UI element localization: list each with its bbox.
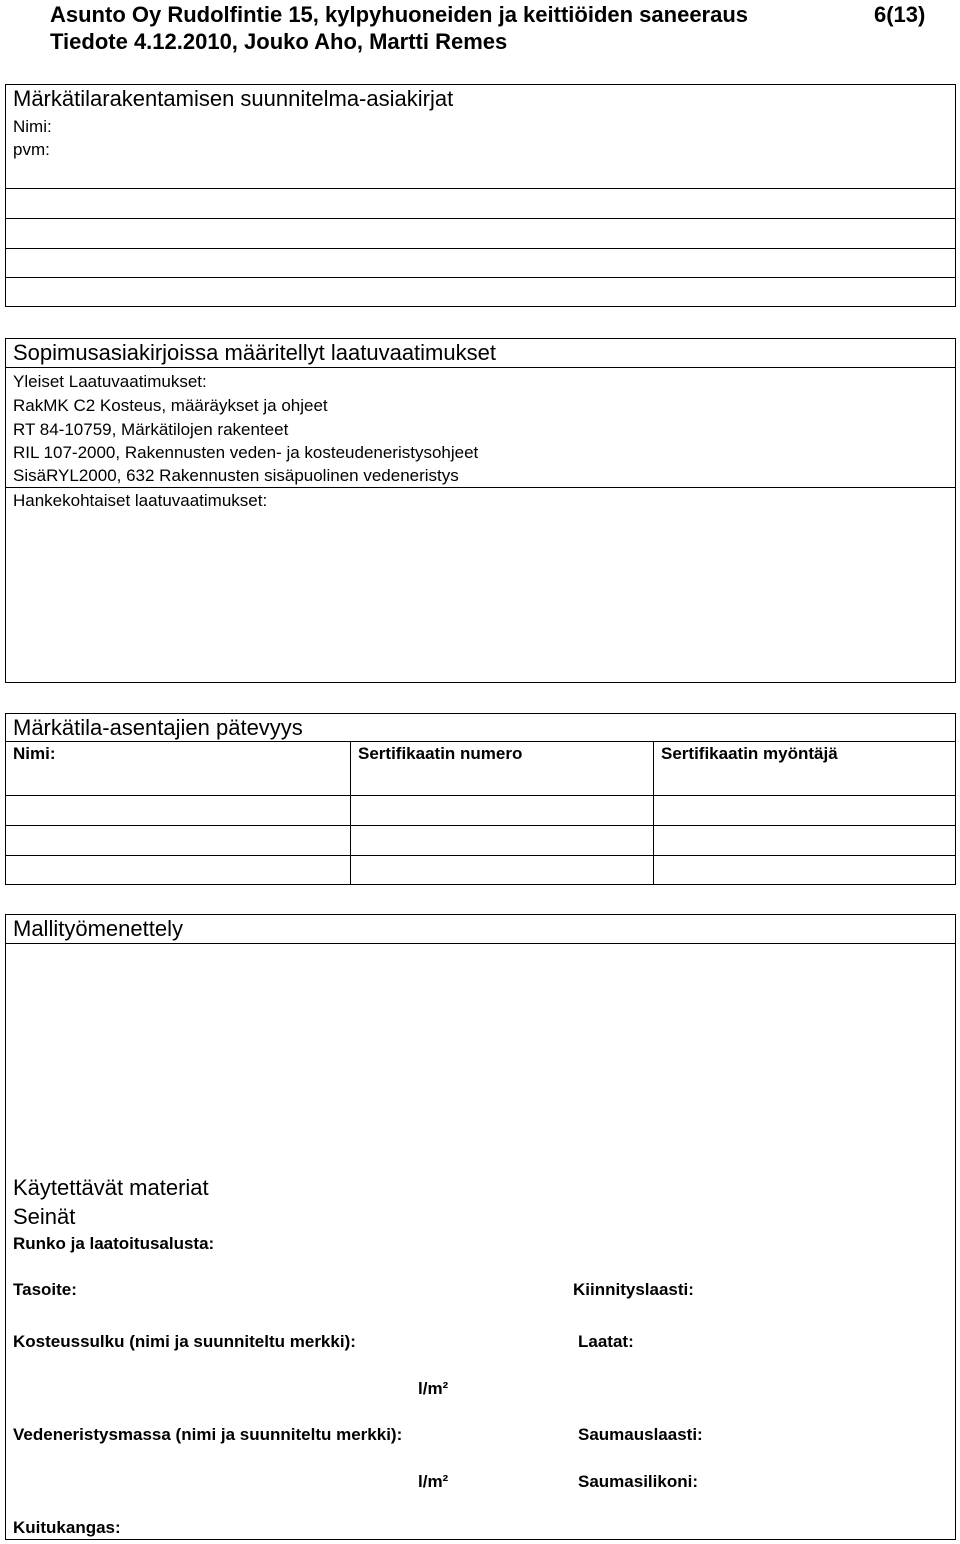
plan-row-3[interactable] [6,250,954,277]
adhesive-label: Kiinnityslaasti: [573,1280,694,1299]
installer-cert-number-cell[interactable] [352,797,652,824]
plan-row-4[interactable] [6,279,954,306]
installer-cert-issuer-cell[interactable] [655,827,954,854]
installer-cert-issuer-cell[interactable] [655,857,954,884]
divider [5,741,956,742]
quality-requirements-heading: Sopimusasiakirjoissa määritellyt laatuvaatimukset [13,340,496,365]
requirement-item: RIL 107-2000, Rakennusten veden- ja kosteudeneristysohjeet [13,443,479,462]
general-requirements-label: Yleiset Laatuvaatimukset: [13,372,207,391]
project-requirements-label: Hankekohtaiset laatuvaatimukset: [13,491,268,510]
column-divider [350,741,351,885]
model-work-field[interactable] [6,945,954,1167]
page-number: 6(13) [874,2,926,27]
divider [5,188,956,189]
divider [5,218,956,219]
tiles-label: Laatat: [578,1332,634,1351]
plan-row-1[interactable] [6,190,954,218]
installer-cert-issuer-cell[interactable] [655,797,954,824]
installer-name-cell[interactable] [6,827,349,854]
plan-row-2[interactable] [6,220,954,248]
column-divider [653,741,654,885]
column-certificate-issuer-header: Sertifikaatin myöntäjä [661,744,838,763]
divider [5,277,956,278]
surface-label: Tasoite: [13,1280,77,1299]
requirement-item: RakMK C2 Kosteus, määräykset ja ohjeet [13,396,328,415]
divider [5,248,956,249]
divider [5,943,956,944]
installer-cert-number-cell[interactable] [352,857,652,884]
requirement-item: SisäRYL2000, 632 Rakennusten sisäpuolinen vedeneristys [13,466,459,485]
materials-heading: Käytettävät materiat [13,1175,209,1200]
divider [5,825,956,826]
barrier-unit: l/m² [418,1379,449,1398]
moisture-barrier-label: Kosteussulku (nimi ja suunniteltu merkki): [13,1332,356,1351]
divider [5,487,956,488]
plan-name-label: Nimi: [13,117,52,136]
divider [5,367,956,368]
plan-date-label: pvm: [13,140,50,159]
installer-name-cell[interactable] [6,797,349,824]
project-requirements-field[interactable] [6,515,954,681]
divider [5,795,956,796]
column-name-header: Nimi: [13,744,56,763]
divider [5,855,956,856]
silicone-label: Saumasilikoni: [578,1472,698,1491]
installers-heading: Märkätila-asentajien pätevyys [13,715,303,740]
model-work-heading: Mallityömenettely [13,916,183,941]
grout-label: Saumauslaasti: [578,1425,703,1444]
document-subtitle: Tiedote 4.12.2010, Jouko Aho, Martti Remes [50,29,508,54]
waterproofing-label: Vedeneristysmassa (nimi ja suunniteltu merkki): [13,1425,403,1444]
installer-cert-number-cell[interactable] [352,827,652,854]
installer-name-cell[interactable] [6,857,349,884]
walls-subheading: Seinät [13,1204,76,1229]
document-title: Asunto Oy Rudolfintie 15, kylpyhuoneiden ja keittiöiden saneeraus [50,2,749,27]
column-certificate-number-header: Sertifikaatin numero [358,744,523,763]
plan-documents-heading: Märkätilarakentamisen suunnitelma-asiakirjat [13,86,454,111]
requirement-item: RT 84-10759, Märkätilojen rakenteet [13,420,289,439]
frame-label: Runko ja laatoitusalusta: [13,1234,215,1253]
waterproofing-unit: l/m² [418,1472,449,1491]
fiber-fabric-label: Kuitukangas: [13,1518,121,1537]
